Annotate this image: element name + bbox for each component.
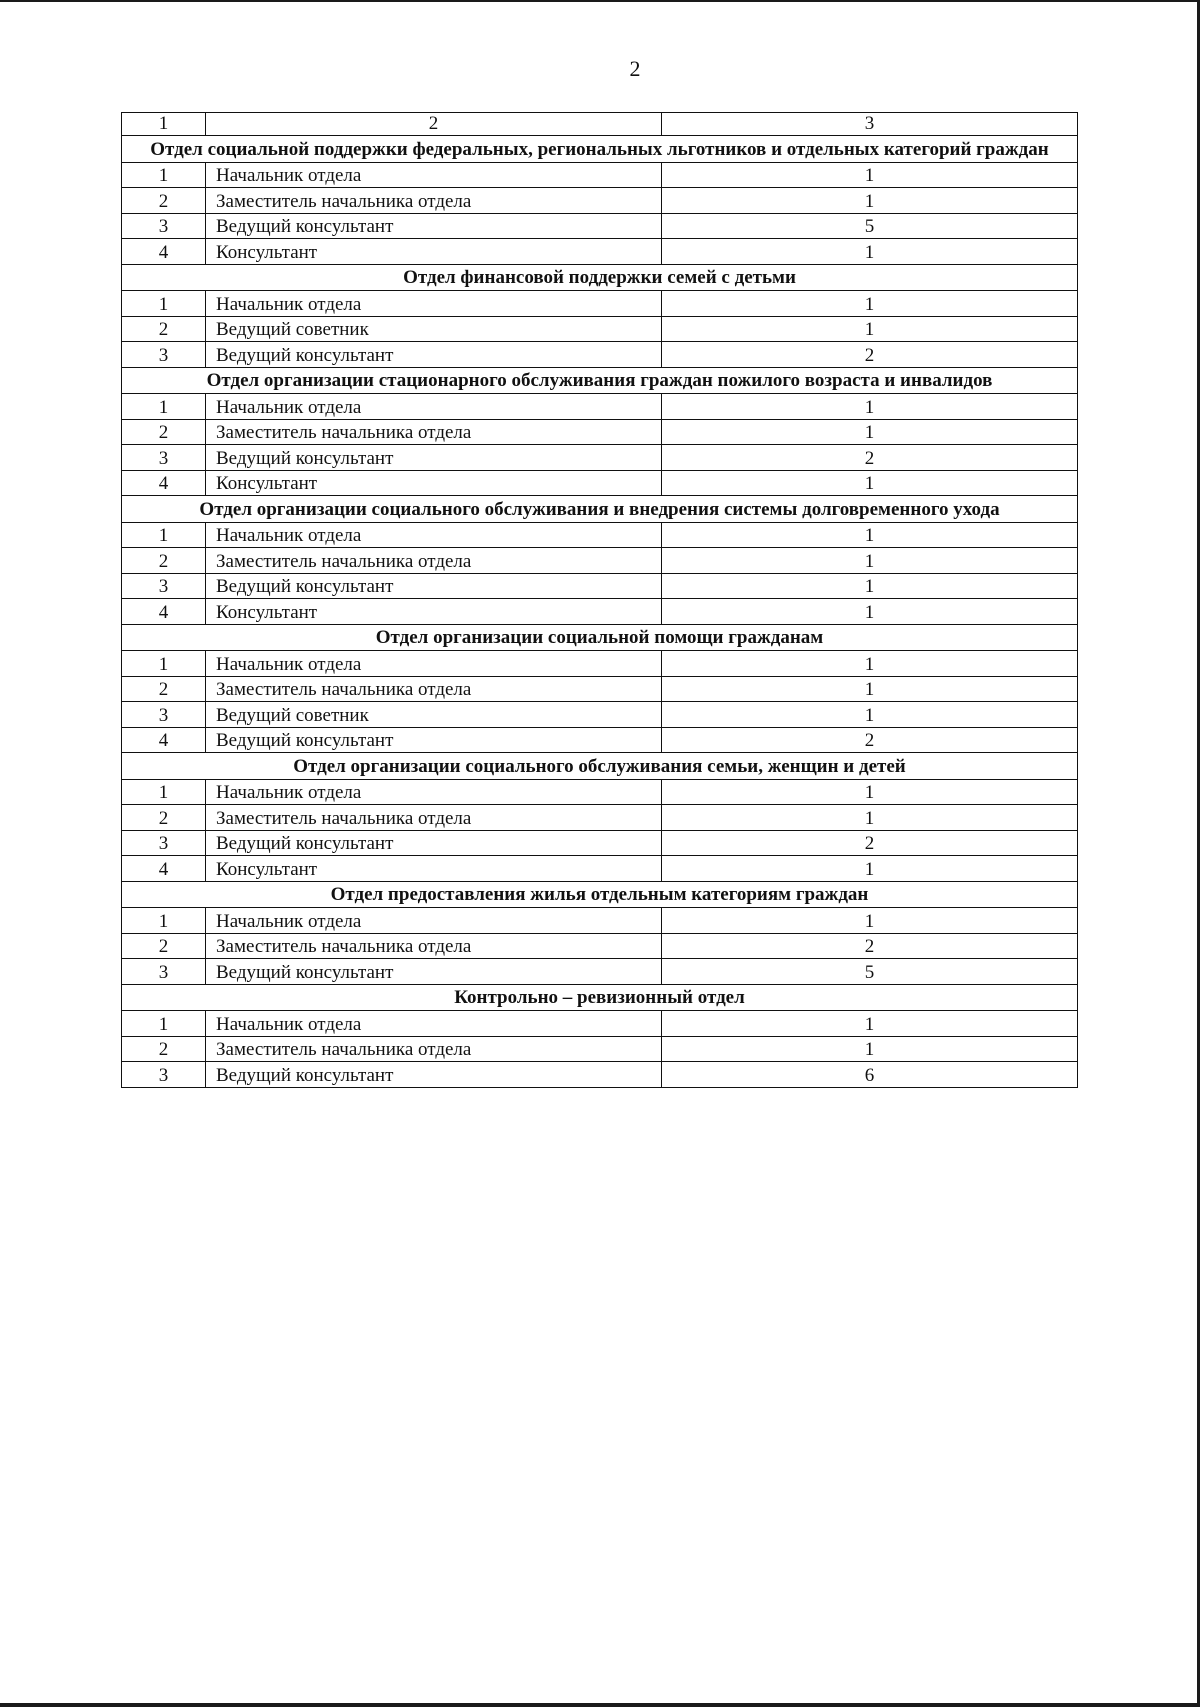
- table-row: [122, 830, 1078, 856]
- column-number-1: 1: [122, 113, 206, 136]
- table-row: [122, 470, 1078, 496]
- table-row: [122, 522, 1078, 548]
- position-name: Начальник отдела: [206, 394, 662, 420]
- staff-count: 1: [662, 548, 1078, 574]
- row-number: 2: [122, 676, 206, 702]
- staff-count: 1: [662, 291, 1078, 317]
- table-row: [122, 702, 1078, 728]
- staff-count: 2: [662, 342, 1078, 368]
- row-number: 1: [122, 651, 206, 677]
- table-row: [122, 548, 1078, 574]
- table-row: [122, 162, 1078, 188]
- staff-count: 1: [662, 573, 1078, 599]
- section-header-row: [122, 496, 1078, 523]
- row-number: 2: [122, 933, 206, 959]
- staff-count: 1: [662, 162, 1078, 188]
- table-row: [122, 933, 1078, 959]
- section-title: Отдел организации стационарного обслуживания граждан пожилого возраста и инвалидов: [122, 367, 1078, 394]
- row-number: 3: [122, 342, 206, 368]
- position-name: Заместитель начальника отдела: [206, 1036, 662, 1062]
- scan-edge-top: [0, 0, 1200, 2]
- row-number: 3: [122, 573, 206, 599]
- row-number: 3: [122, 830, 206, 856]
- position-name: Ведущий консультант: [206, 727, 662, 753]
- position-name: Консультант: [206, 239, 662, 265]
- staff-count: 1: [662, 419, 1078, 445]
- table-row: [122, 213, 1078, 239]
- table-row: [122, 676, 1078, 702]
- staff-count: 1: [662, 522, 1078, 548]
- table-row: [122, 1036, 1078, 1062]
- position-name: Ведущий консультант: [206, 830, 662, 856]
- table-row: [122, 959, 1078, 985]
- staff-count: 2: [662, 727, 1078, 753]
- staff-count: 1: [662, 908, 1078, 934]
- position-name: Заместитель начальника отдела: [206, 548, 662, 574]
- staff-count: 1: [662, 1036, 1078, 1062]
- staff-table-body: [122, 113, 1078, 1088]
- position-name: Консультант: [206, 470, 662, 496]
- staff-count: 1: [662, 676, 1078, 702]
- position-name: Ведущий консультант: [206, 959, 662, 985]
- position-name: Начальник отдела: [206, 779, 662, 805]
- section-header-row: [122, 264, 1078, 291]
- column-number-3: 3: [662, 113, 1078, 136]
- position-name: Начальник отдела: [206, 522, 662, 548]
- table-row: [122, 599, 1078, 625]
- staff-count: 2: [662, 830, 1078, 856]
- staff-count: 1: [662, 1011, 1078, 1037]
- column-number-row: [122, 113, 1078, 136]
- section-header-row: [122, 136, 1078, 163]
- page-number: 2: [629, 56, 641, 81]
- row-number: 1: [122, 394, 206, 420]
- section-header-row: [122, 753, 1078, 780]
- position-name: Начальник отдела: [206, 908, 662, 934]
- table-row: [122, 1062, 1078, 1088]
- staff-count: 1: [662, 316, 1078, 342]
- staff-count: 1: [662, 599, 1078, 625]
- position-name: Ведущий консультант: [206, 1062, 662, 1088]
- row-number: 1: [122, 908, 206, 934]
- table-row: [122, 342, 1078, 368]
- row-number: 4: [122, 239, 206, 265]
- row-number: 1: [122, 1011, 206, 1037]
- staff-count: 5: [662, 959, 1078, 985]
- table-row: [122, 394, 1078, 420]
- table-row: [122, 779, 1078, 805]
- position-name: Ведущий советник: [206, 702, 662, 728]
- row-number: 4: [122, 470, 206, 496]
- staff-count: 5: [662, 213, 1078, 239]
- staff-table: [121, 112, 1078, 1088]
- staff-count: 1: [662, 239, 1078, 265]
- table-row: [122, 573, 1078, 599]
- section-header-row: [122, 367, 1078, 394]
- table-row: [122, 1011, 1078, 1037]
- section-header-row: [122, 881, 1078, 908]
- row-number: 4: [122, 856, 206, 882]
- section-title: Отдел предоставления жилья отдельным категориям граждан: [122, 881, 1078, 908]
- table-row: [122, 188, 1078, 214]
- staff-count: 1: [662, 651, 1078, 677]
- row-number: 2: [122, 419, 206, 445]
- section-title: Отдел социальной поддержки федеральных, региональных льготников и отдельных категорий граждан: [122, 136, 1078, 163]
- table-row: [122, 316, 1078, 342]
- position-name: Ведущий консультант: [206, 342, 662, 368]
- staff-count: 1: [662, 779, 1078, 805]
- row-number: 3: [122, 445, 206, 471]
- staff-count: 2: [662, 445, 1078, 471]
- position-name: Заместитель начальника отдела: [206, 188, 662, 214]
- row-number: 3: [122, 959, 206, 985]
- section-header-row: [122, 624, 1078, 651]
- section-title: Отдел организации социального обслуживания и внедрения системы долговременного ухода: [122, 496, 1078, 523]
- position-name: Начальник отдела: [206, 651, 662, 677]
- staff-count: 2: [662, 933, 1078, 959]
- table-row: [122, 856, 1078, 882]
- position-name: Ведущий советник: [206, 316, 662, 342]
- section-header-row: [122, 984, 1078, 1011]
- staff-count: 1: [662, 188, 1078, 214]
- table-row: [122, 727, 1078, 753]
- table-row: [122, 805, 1078, 831]
- table-row: [122, 908, 1078, 934]
- position-name: Консультант: [206, 856, 662, 882]
- row-number: 2: [122, 188, 206, 214]
- position-name: Ведущий консультант: [206, 573, 662, 599]
- scan-edge-bottom: [0, 1703, 1200, 1707]
- row-number: 2: [122, 548, 206, 574]
- row-number: 2: [122, 316, 206, 342]
- column-number-2: 2: [206, 113, 662, 136]
- staff-count: 1: [662, 702, 1078, 728]
- table-row: [122, 651, 1078, 677]
- row-number: 3: [122, 1062, 206, 1088]
- position-name: Ведущий консультант: [206, 445, 662, 471]
- row-number: 1: [122, 779, 206, 805]
- row-number: 2: [122, 1036, 206, 1062]
- row-number: 1: [122, 162, 206, 188]
- position-name: Начальник отдела: [206, 291, 662, 317]
- staff-count: 1: [662, 470, 1078, 496]
- table-row: [122, 291, 1078, 317]
- table-row: [122, 419, 1078, 445]
- staff-count: 1: [662, 394, 1078, 420]
- position-name: Заместитель начальника отдела: [206, 676, 662, 702]
- position-name: Заместитель начальника отдела: [206, 805, 662, 831]
- row-number: 1: [122, 522, 206, 548]
- staff-count: 1: [662, 805, 1078, 831]
- section-title: Отдел организации социального обслуживания семьи, женщин и детей: [122, 753, 1078, 780]
- table-row: [122, 445, 1078, 471]
- staff-count: 6: [662, 1062, 1078, 1088]
- section-title: Отдел финансовой поддержки семей с детьми: [122, 264, 1078, 291]
- position-name: Начальник отдела: [206, 162, 662, 188]
- position-name: Начальник отдела: [206, 1011, 662, 1037]
- position-name: Ведущий консультант: [206, 213, 662, 239]
- row-number: 3: [122, 213, 206, 239]
- row-number: 4: [122, 599, 206, 625]
- row-number: 4: [122, 727, 206, 753]
- position-name: Заместитель начальника отдела: [206, 933, 662, 959]
- table-row: [122, 239, 1078, 265]
- position-name: Заместитель начальника отдела: [206, 419, 662, 445]
- staff-count: 1: [662, 856, 1078, 882]
- row-number: 3: [122, 702, 206, 728]
- row-number: 1: [122, 291, 206, 317]
- section-title: Контрольно – ревизионный отдел: [122, 984, 1078, 1011]
- row-number: 2: [122, 805, 206, 831]
- section-title: Отдел организации социальной помощи гражданам: [122, 624, 1078, 651]
- position-name: Консультант: [206, 599, 662, 625]
